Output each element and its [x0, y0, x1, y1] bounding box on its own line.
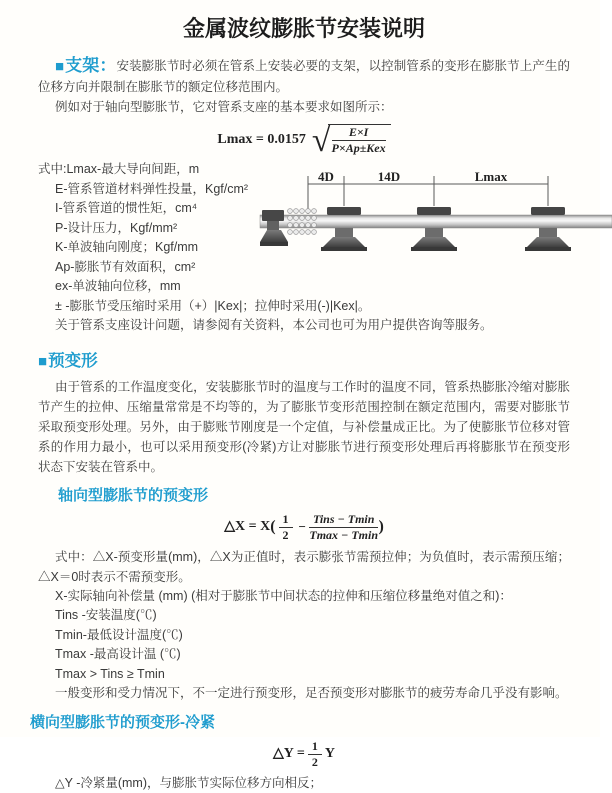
axial-notes-list [38, 587, 570, 704]
lateral-note: △Y -冷紧量(mm)，与膨胀节实际位移方向相反； [38, 774, 570, 793]
variable-line: Ap-膨胀节有效面积，cm² [38, 258, 286, 278]
blue-square-bullet-icon: ■ [55, 58, 64, 75]
half-denominator: 2 [279, 528, 293, 542]
pipe-support [525, 207, 571, 251]
axial-formula-lhs: △X = X [224, 517, 270, 537]
support-intro-paragraph [38, 56, 570, 97]
support-intro-text: 安装膨胀节时必须在管系上安装必要的支架，以控制管系的变形在膨胀节上产生的位移方向并限制在膨胀节的额定位移范围内。 [38, 59, 570, 94]
minus-operator: − [299, 517, 306, 537]
dimension-label-14d: 14D [378, 169, 400, 184]
variable-line: K-单波轴向刚度；Kgf/mm [38, 238, 286, 258]
note-line: Tmax -最高设计温 (℃) [38, 645, 570, 665]
plusminus-note: ± -膨胀节受压缩时采用（+）|Kex|；拉伸时采用(-)|Kex|。 [38, 297, 570, 317]
half-denominator: 2 [308, 755, 322, 769]
lateral-formula-lhs: △Y = [273, 744, 305, 764]
predeform-section-heading [38, 350, 570, 373]
dimension-label-lmax: Lmax [475, 169, 508, 184]
temperature-fraction-numerator: Tins − Tmin [309, 513, 379, 528]
lateral-formula-rhs: Y [325, 744, 335, 764]
lmax-formula-lhs: Lmax = 0.0157 [217, 130, 305, 150]
page-title: 金属波纹膨胀节安装说明 [38, 14, 570, 44]
variable-line: E-管系管道材料弹性投量，Kgf/cm² [38, 180, 286, 200]
variable-definitions-list [38, 160, 286, 297]
support-section-heading [55, 56, 116, 75]
pipe-support-diagram-svg [260, 170, 612, 266]
note-line: X-实际轴向补偿量 (mm) (相对于膨胀节中间状态的拉伸和压缩位移量绝对值之和)： [38, 587, 570, 607]
one-half-fraction [308, 740, 322, 769]
pipe-support-diagram [260, 170, 612, 266]
axial-formula-explain: 式中：△X-预变形量(mm)，△X为正值时，表示膨张节需预拉伸；为负值时，表示需预压缩；△X＝0时表示不需预变形。 [38, 547, 570, 587]
dimension-label-4d: 4D [318, 169, 334, 184]
variable-line: 式中:Lmax-最大导向间距，m [38, 160, 286, 180]
blue-square-bullet-icon: ■ [38, 353, 47, 370]
pipe-support [321, 207, 367, 251]
lateral-subsection-heading: 横向型膨胀节的预变形-冷紧 [30, 712, 570, 733]
lateral-predeform-formula [38, 740, 570, 769]
temperature-fraction [309, 513, 379, 542]
radical-sign-icon: √ [312, 127, 331, 155]
variable-line: ex-单波轴向位移，mm [38, 277, 286, 297]
sqrt-radical [312, 124, 391, 155]
axial-predeform-formula [38, 513, 570, 542]
support-heading-label: 支架： [65, 56, 116, 75]
lmax-fraction-denominator: P×Ap±Kex [332, 141, 386, 155]
variables-and-diagram-row [38, 160, 570, 297]
note-line: Tmax > Tins ≥ Tmin [38, 665, 570, 685]
half-numerator: 1 [308, 740, 322, 755]
lmax-fraction-numerator: E×I [332, 126, 386, 141]
support-example-line: 例如对于轴向型膨胀节，它对管系支座的基本要求如图所示： [38, 97, 570, 117]
lmax-fraction [332, 126, 386, 155]
note-line: Tins -安装温度(℃) [38, 606, 570, 626]
one-half-fraction [279, 513, 293, 542]
predeform-body-paragraph: 由于管系的工作温度变化，安装膨胀节时的温度与工作时的温度不同，管系热膨胀冷缩对膨胀节产生的拉伸、压缩量常常是不均等的，为了膨胀节变形范围控制在额定范围内，需要对膨胀节采取预变形处理。另外，由于膨账节刚度是一个定值，与补偿量成正比。为了使膨胀节位移对管系的作用力最小，也可以采用预变形(冷紧)方让对膨胀节进行预变形处理后再将膨胀节在预变形状态下安装在管系中。 [38, 377, 570, 477]
axial-subsection-heading: 轴向型膨胀节的预变形 [38, 485, 570, 506]
note-line: 一般变形和受力情况下，不一定进行预变形，足否预变形对膨胀节的疲劳寿命几乎没有影响。 [38, 684, 570, 704]
pipe-support [411, 207, 457, 251]
close-paren: ) [378, 517, 383, 537]
variable-line: I-管系管道的惯性矩，cm⁴ [38, 199, 286, 219]
predeform-heading-label: 预变形 [48, 352, 98, 370]
lmax-formula [38, 124, 570, 155]
radicand [328, 124, 391, 155]
note-line: Tmin-最低设计温度(℃) [38, 626, 570, 646]
temperature-fraction-denominator: Tmax − Tmin [309, 528, 379, 542]
variable-line: P-设计压力，Kgf/mm² [38, 219, 286, 239]
half-numerator: 1 [279, 513, 293, 528]
consult-note: 关于管系支座设计问题，请参阅有关资料，本公司也可为用户提供咨询等服务。 [38, 316, 570, 336]
open-paren: ( [270, 517, 275, 537]
